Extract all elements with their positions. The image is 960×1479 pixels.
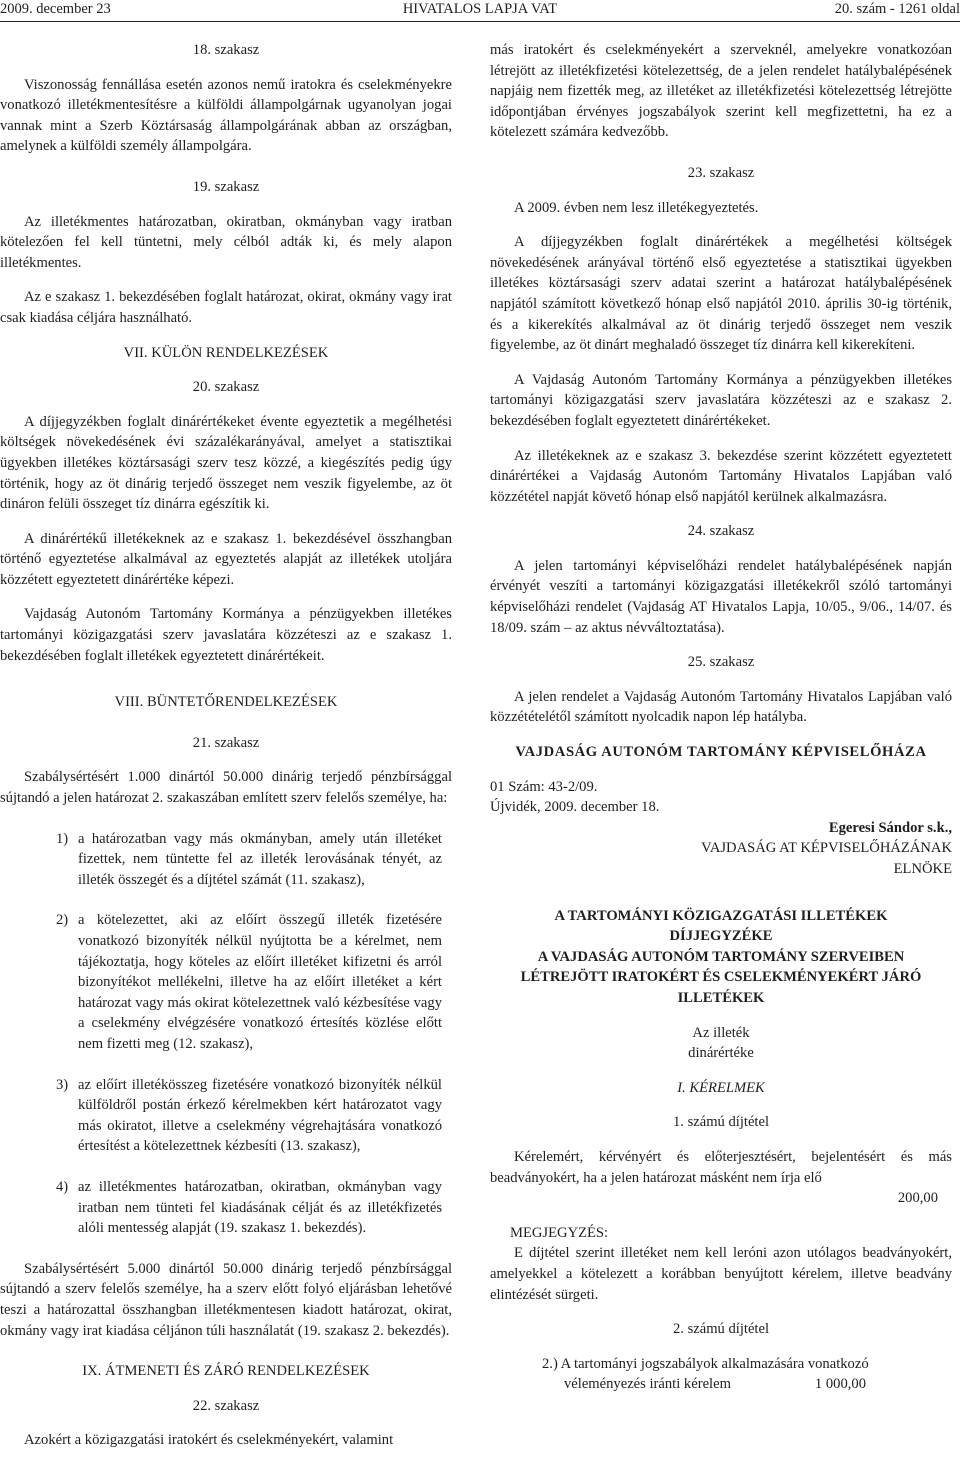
section-22-title: 22. szakasz xyxy=(192,1397,260,1414)
section-23-paragraph-3: A Vajdaság Autonóm Tartomány Kormánya a pénzügyekben illetékes tartományi közigazgatási szerv javaslatára közzéteszi az e szakasz 2. bekezdésében foglalt egyeztetett dinárértékeket. xyxy=(490,371,952,429)
section-23-paragraph-2: A díjjegyzékben foglalt dinárértékek a megélhetési költségek növekedésének arányával történő első egyeztetése a statisztikai ügyekben illetékes köztársasági szerv adatai szerint a határozat hatálybalépésének napjától számított következő hónap első napjától 2010. április 30-ig történik, és a kikerekítés alkalmával az öt dinárig terjedő összeget nem veszik figyelembe, az öt dinárt meghaladó összeget tíz dinárra kell kikerekíteni. xyxy=(490,234,952,354)
list-item-text: a kötelezettet, aki az előírt összegű illeték fizetésére vonatkozó bizonyíték nélkül nyújtotta be a kérelmet, nem tájékoztatja, hogy köteles az előírt illetéket kifizetni és arról bizonyítékot mellékelni, illetve ha az előírt illetéket a kért határozat vagy más okirat kötelezettnek való kézbesítése vagy a cselekmény elvégzésére vonatkozó értesítés közlése előtt nem fizetti meg (12. szakasz), xyxy=(78,912,442,1052)
part-1-heading: I. KÉRELMEK xyxy=(677,1079,765,1096)
header-divider xyxy=(0,21,960,22)
section-20-paragraph-3: Vajdaság Autonóm Tartomány Kormánya a pénzügyekben illetékes tartományi közigazgatási szerv javaslatára közzéteszi az e szakasz 1. bekezdésében foglalt illetékek egyeztetett dinárértékeit. xyxy=(0,606,452,664)
fee-column-header-line-2: dinárértéke xyxy=(688,1045,754,1062)
fee-2-line-2: véleményezés iránti kérelem xyxy=(564,1376,731,1393)
signer-role-line-2: ELNÖKE xyxy=(893,861,952,877)
annex-title-line-2: DÍJJEGYZÉKE xyxy=(669,928,773,945)
section-21-list xyxy=(0,829,452,1239)
list-item-text: az előírt illetékösszeg fizetésére vonatkozó bizonyíték nélkül külföldről postán érkező kérelmekben kért határozatot vagy más okiratot, illetve a cselekmény végrehajtására vonatkozó értesítést a kötelezettnek kézbesíti (13. szakasz), xyxy=(78,1076,442,1155)
reference-number: 01 Szám: 43-2/09. xyxy=(490,778,598,795)
fee-1-description: Kérelemért, kérvényért és előterjesztésért, bejelentésért és más beadványokért, ha a jelen határozat másként nem írja elő xyxy=(490,1148,952,1186)
section-19-paragraph-1: Az illetékmentes határozatban, okiratban, okmányban vagy iratban kötelezően fel kell tüntetni, mely célból adták ki, és mely alapon illetékmentes. xyxy=(0,213,452,271)
assembly-heading: VAJDASÁG AUTONÓM TARTOMÁNY KÉPVISELŐHÁZA xyxy=(515,744,927,761)
list-item-number: 3) xyxy=(56,1076,69,1093)
section-24-paragraph: A jelen tartományi képviselőházi rendelet hatálybalépésének napján érvényét veszíti a tartományi közigazgatási illetékekről szóló tartományi képviselőházi rendelet (Vajdaság AT Hivatalos Lapja, 10/05., 9/06., 14/07. és 18/09. szám – az aktus névváltoztatása). xyxy=(490,557,952,636)
signer-name: Egeresi Sándor s.k., xyxy=(828,819,952,836)
signer-role-line-1: VAJDASÁG AT KÉPVISELŐHÁZÁNAK xyxy=(701,840,952,857)
section-25-title: 25. szakasz xyxy=(687,654,755,671)
chapter-8-heading: VIII. BÜNTETŐRENDELKEZÉSEK xyxy=(114,694,338,711)
fee-2-amount: 1 000,00 xyxy=(814,1376,866,1393)
section-18-title: 18. szakasz xyxy=(192,42,260,58)
list-item xyxy=(0,829,452,891)
note-label: MEGJEGYZÉS: xyxy=(510,1224,609,1241)
fee-column-header-line-1: Az illeték xyxy=(692,1024,750,1041)
section-24-title: 24. szakasz xyxy=(687,523,755,540)
section-22-paragraph-continued: más iratokért és cselekményekért a szerveknél, amelyekre vonatkozóan létrejött az illetékfizetési kötelezettség, de a jelen rendelet hatálybalépésének napjáig nem fizették meg, az illetéket az illetékfizetési kötelezettség létrejötte időpontjában érvényes jogszabályok szerint kell megfizettetni, ha ez a kötelezett számára kedvezőbb. xyxy=(490,42,952,141)
fee-1-title: 1. számú díjtétel xyxy=(672,1114,770,1131)
header-date: 2009. december 23 xyxy=(0,1,111,17)
header-journal-title: HIVATALOS LAPJA VAT xyxy=(402,1,558,17)
list-item-number: 2) xyxy=(56,912,69,929)
section-20-title: 20. szakasz xyxy=(192,379,260,396)
list-item-text: a határozatban vagy más okmányban, amely után illetéket fizettek, nem tüntette fel az illeték lerovásának tényét, az illeték összegét és a díjtétel számát (11. szakasz), xyxy=(78,830,442,888)
section-21-paragraph-2: Szabálysértésért 5.000 dinártól 50.000 dinárig terjedő pénzbírsággal sújtandó a szerv felelős személye, ha a szerv előtt folyó eljárásban lehetővé teszi a határozattal összhangban illetékmentesen kiadott határozat, okirat, okmány vagy irat kiadása céljánon túli használatát (19. szakasz 2. bekezdés). xyxy=(0,1260,452,1339)
list-item xyxy=(0,1177,452,1239)
annex-title-line-1: A TARTOMÁNYI KÖZIGAZGATÁSI ILLETÉKEK xyxy=(554,907,888,924)
chapter-7-heading: VII. KÜLÖN RENDELKEZÉSEK xyxy=(123,344,329,361)
note-text: E díjtétel szerint illetéket nem kell leróni azon utólagos beadványokért, amelyekkel a kötelezett a korábban benyújtott kérelem, illetve beadvány elintézését sürgeti. xyxy=(490,1245,952,1303)
section-21-paragraph-1: Szabálysértésért 1.000 dinártól 50.000 dinárig terjedő pénzbírsággal sújtandó a jelen határozat 2. szakaszában említett szerv felelős személye, ha: xyxy=(0,769,452,807)
section-22-paragraph-start: Azokért a közigazgatási iratokért és cselekményekért, valamint xyxy=(24,1432,394,1449)
list-item-number: 4) xyxy=(56,1178,69,1195)
list-item xyxy=(0,1075,452,1157)
section-21-title: 21. szakasz xyxy=(192,734,260,751)
list-item-number: 1) xyxy=(56,830,69,847)
page-header xyxy=(0,0,960,20)
fee-2-line-1: 2.) A tartományi jogszabályok alkalmazására vonatkozó xyxy=(542,1355,869,1372)
section-20-paragraph-2: A dinárértékű illetékeknek az e szakasz 1. bekezdésével összhangban történő egyeztetése alkalmával az egyeztetés alapját az illetékek utoljára közzétett egyeztetett dinárértéke képezi. xyxy=(0,530,452,588)
list-item-text: az illetékmentes határozatban, okiratban, okmányban vagy iratban nem tünteti fel kiadásának célját és az illetékfizetés alóli mentesség alapját (19. szakasz 1. bekezdés). xyxy=(78,1178,442,1237)
right-column xyxy=(490,40,952,1394)
section-23-title: 23. szakasz xyxy=(687,164,755,181)
section-19-title: 19. szakasz xyxy=(192,178,260,195)
section-23-paragraph-1: A 2009. évben nem lesz illetékegyeztetés. xyxy=(514,199,759,216)
section-19-paragraph-2: Az e szakasz 1. bekezdésében foglalt határozat, okirat, okmány vagy irat csak kiadása céljára használható. xyxy=(0,289,452,326)
chapter-9-heading: IX. ÁTMENETI ÉS ZÁRÓ RENDELKEZÉSEK xyxy=(82,1363,370,1380)
fee-2-title: 2. számú díjtétel xyxy=(672,1321,770,1338)
left-column xyxy=(0,40,452,1451)
header-page-number: 20. szám - 1261 oldal xyxy=(834,1,960,17)
section-20-paragraph-1: A díjjegyzékben foglalt dinárértékeket évente egyeztetik a megélhetési költségek növekedésének évi százalékarányával, amelyet a statisztikai ügyekben illetékes köztársasági szerv tesz közzé, a kiegészítés pedig úgy történik, hogy az öt dinárig terjedő összeget nem veszik figyelembe, az öt dináron felüli összeget tíz dinárra egészítik ki. xyxy=(0,413,452,513)
annex-title-line-5: ILLETÉKEK xyxy=(677,989,765,1006)
section-23-paragraph-4: Az illetékeknek az e szakasz 3. bekezdése szerint közzétett egyeztetett dinárértékei a Vajdaság Autonóm Tartomány Hivatalos Lapjában való közzététel napját követő hónap első napjától kerülnek alkalmazásra. xyxy=(490,447,952,505)
annex-title-line-4: LÉTREJÖTT IRATOKÉRT ÉS CSELEKMÉNYEKÉRT JÁRÓ xyxy=(520,969,922,986)
annex-title-line-3: A VAJDASÁG AUTONÓM TARTOMÁNY SZERVEIBEN xyxy=(537,948,905,965)
section-18-paragraph: Viszonosság fennállása esetén azonos nemű iratokra és cselekményekre vonatkozó illetékmentesítésre a külföldi állampolgárnak ugyanolyan jogai vannak mint a Szerb Köztársaság állampolgárának abban az országban, amelynek a külföldi személy állampolgára. xyxy=(0,76,452,155)
fee-2-row xyxy=(490,1374,952,1394)
place-and-date: Újvidék, 2009. december 18. xyxy=(490,799,660,816)
fee-1-amount: 200,00 xyxy=(897,1190,938,1207)
section-25-paragraph: A jelen rendelet a Vajdaság Autonóm Tartomány Hivatalos Lapjában való közzétételétől számított nyolcadik napon lép hatályba. xyxy=(490,688,952,726)
list-item xyxy=(0,910,452,1054)
